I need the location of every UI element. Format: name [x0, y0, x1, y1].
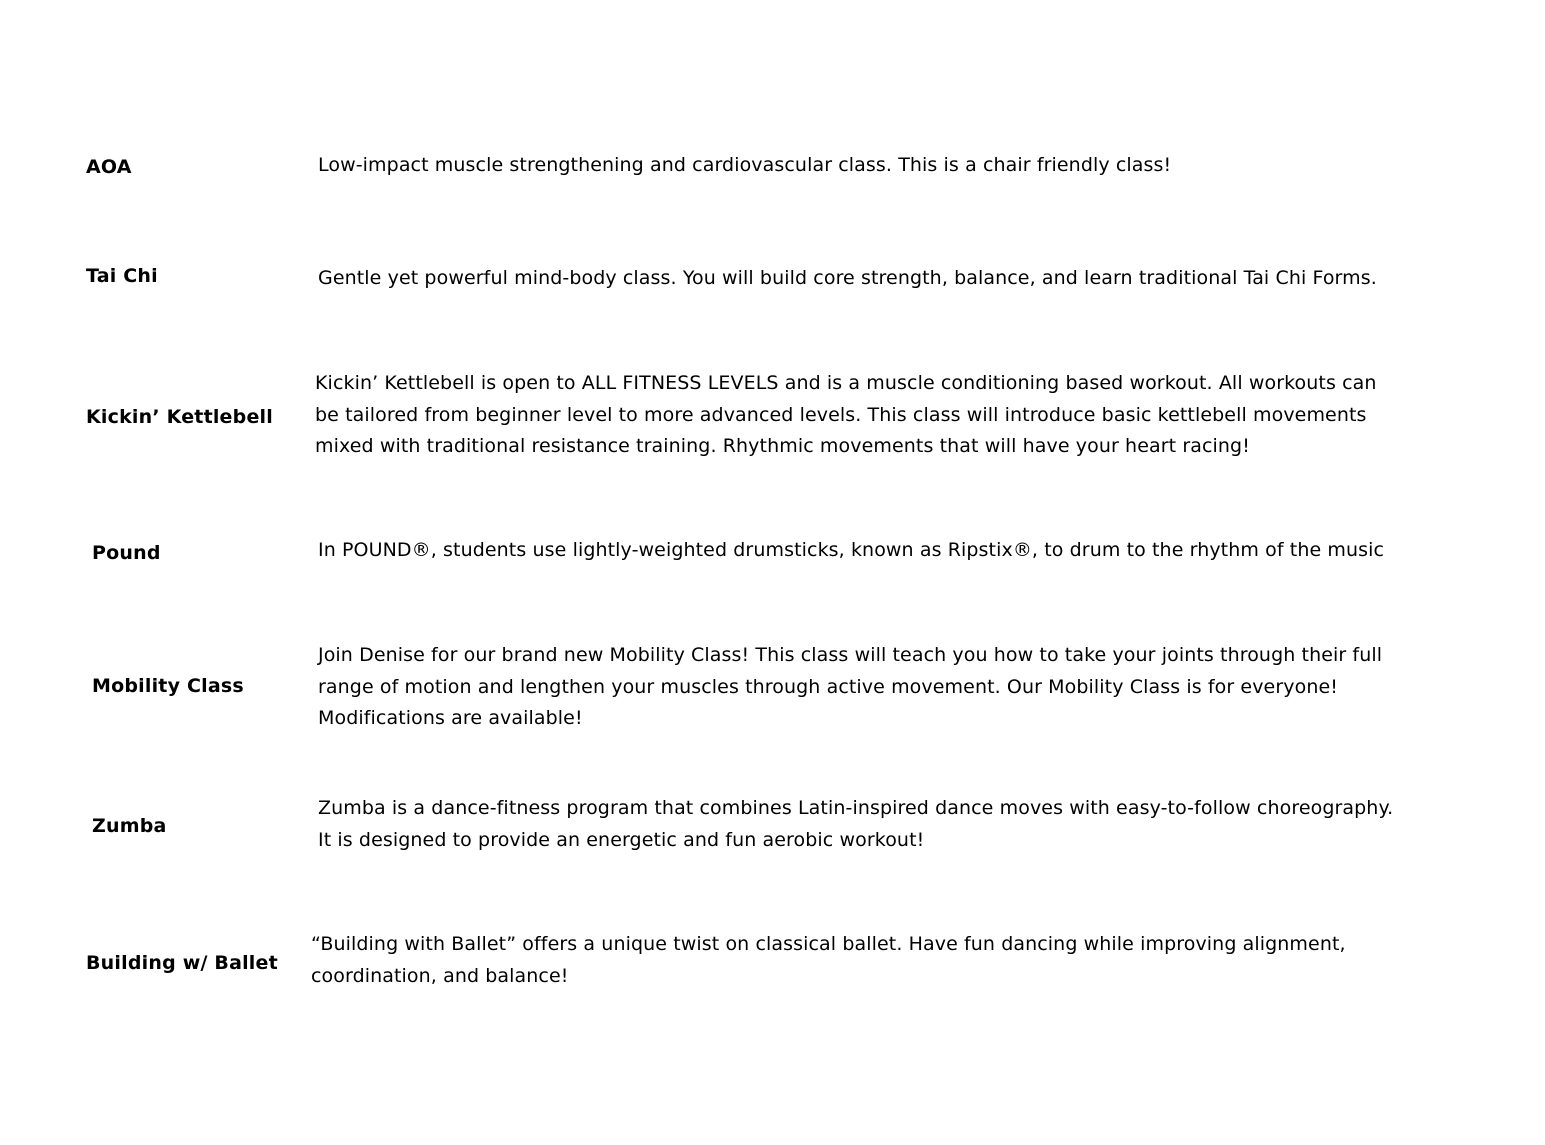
description-line: Kickin’ Kettlebell is open to ALL FITNESS LEVELS and is a muscle conditioning based workout. All workouts can	[315, 372, 1377, 394]
class-description	[318, 793, 1458, 856]
class-description	[315, 368, 1455, 463]
class-name: Mobility Class	[92, 675, 244, 697]
class-name: Building w/ Ballet	[86, 952, 278, 974]
class-name: Tai Chi	[86, 265, 158, 287]
description-line: be tailored from beginner level to more advanced levels. This class will introduce basic kettlebell movements	[315, 403, 1367, 426]
description-line: range of motion and lengthen your muscles through active movement. Our Mobility Class is for everyone!	[318, 675, 1338, 698]
class-description	[311, 929, 1451, 992]
class-name: AOA	[86, 156, 132, 178]
description-line: Gentle yet powerful mind-body class. You will build core strength, balance, and learn traditional Tai Chi Forms.	[318, 267, 1377, 289]
class-description	[318, 535, 1458, 567]
class-name: Kickin’ Kettlebell	[86, 406, 273, 428]
class-description	[318, 150, 1458, 182]
description-line: In POUND®, students use lightly-weighted drumsticks, known as Ripstix®, to drum to the rhythm of the music	[318, 539, 1385, 561]
description-line: mixed with traditional resistance training. Rhythmic movements that will have your heart racing!	[315, 435, 1250, 457]
description-line: coordination, and balance!	[311, 964, 569, 987]
description-line: It is designed to provide an energetic and fun aerobic workout!	[318, 828, 925, 851]
description-line: Zumba is a dance-fitness program that combines Latin-inspired dance moves with easy-to-follow choreography.	[318, 797, 1394, 819]
description-line: Join Denise for our brand new Mobility Class! This class will teach you how to take your joints through their full	[318, 644, 1383, 666]
description-line: “Building with Ballet” offers a unique twist on classical ballet. Have fun dancing while improving alignment,	[311, 933, 1346, 955]
class-name: Pound	[92, 542, 161, 564]
class-description	[318, 263, 1458, 295]
description-line: Modifications are available!	[318, 707, 583, 729]
class-description	[318, 640, 1458, 735]
class-name: Zumba	[92, 815, 167, 837]
description-line: Low-impact muscle strengthening and cardiovascular class. This is a chair friendly class!	[318, 154, 1172, 176]
